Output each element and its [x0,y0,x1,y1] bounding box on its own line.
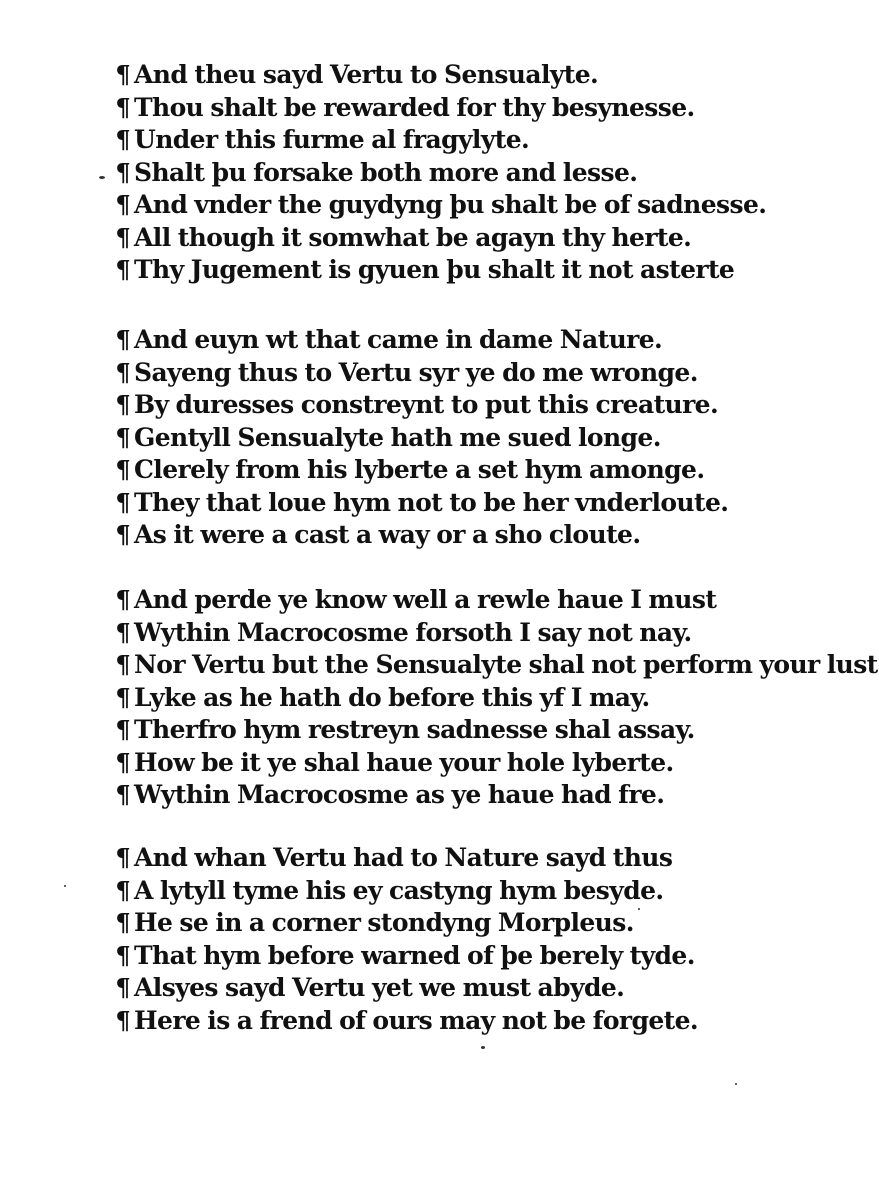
verse-text: Therfro hym restreyn sadnesse shal assay. [134,715,695,744]
verse-line [100,125,766,158]
pilcrow-icon: ¶ [115,190,130,219]
verse-text: How be it ye shal haue your hole lyberte. [134,747,674,777]
ink-speck [99,176,105,179]
verse-text: They that loue hym not to be her vnderloute. [134,487,729,517]
verse-text: He se in a corner stondyng Morpleus. [134,908,634,937]
verse-line [100,255,766,288]
verse-line [100,158,766,191]
stanza-3 [100,585,878,813]
verse-text: That hym before warned of þe berely tyde. [134,940,695,970]
pilcrow-icon: ¶ [115,843,130,872]
pilcrow-icon: ¶ [115,487,130,517]
verse-text: By duresses constreynt to put this creature. [134,390,719,419]
pilcrow-icon: ¶ [115,157,130,187]
stanza-2 [100,325,728,553]
verse-line [100,585,878,618]
ink-speck [638,908,640,910]
pilcrow-icon: ¶ [115,747,130,777]
pilcrow-icon: ¶ [115,357,130,387]
pilcrow-icon: ¶ [115,650,130,679]
verse-text: Clerely from his lyberte a set hym amonge. [134,455,705,484]
pilcrow-icon: ¶ [115,780,130,809]
pilcrow-icon: ¶ [115,255,130,284]
pilcrow-icon: ¶ [115,455,130,484]
pilcrow-icon: ¶ [115,520,130,549]
stanza-4 [100,843,698,1038]
verse-text: Gentyll Sensualyte hath me sued longe. [134,422,661,452]
verse-text: Wythin Macrocosme as ye haue had fre. [134,780,665,809]
pilcrow-icon: ¶ [115,390,130,419]
verse-line [100,325,728,358]
verse-line [100,190,766,223]
pilcrow-icon: ¶ [115,715,130,744]
pilcrow-icon: ¶ [115,875,130,905]
verse-line [100,423,728,456]
verse-line [100,650,878,683]
verse-line [100,973,698,1006]
verse-text: Wythin Macrocosme forsoth I say not nay. [134,617,692,647]
ink-speck [735,1083,737,1085]
verse-line [100,683,878,716]
pilcrow-icon: ¶ [115,325,130,354]
pilcrow-icon: ¶ [115,908,130,937]
verse-text: Under this furme al fragylyte. [134,125,530,154]
verse-line [100,908,698,941]
pilcrow-icon: ¶ [115,92,130,122]
pilcrow-icon: ¶ [115,682,130,712]
verse-text: And vnder the guydyng þu shalt be of sadnesse. [134,190,767,219]
verse-line [100,488,728,521]
verse-line [100,390,728,423]
pilcrow-icon: ¶ [115,973,130,1002]
verse-text: Lyke as he hath do before this yf I may. [134,682,650,712]
verse-text: Thy Jugement is gyuen þu shalt it not asterte [134,255,735,284]
pilcrow-icon: ¶ [115,1005,130,1035]
pilcrow-icon: ¶ [115,222,130,252]
verse-text: A lytyll tyme his ey castyng hym besyde. [134,875,664,905]
ink-speck [481,1046,485,1049]
pilcrow-icon: ¶ [115,617,130,647]
pilcrow-icon: ¶ [115,585,130,614]
verse-text: Here is a frend of ours may not be forgete. [134,1005,699,1035]
verse-line [100,876,698,909]
verse-text: Alsyes sayd Vertu yet we must abyde. [134,973,625,1002]
verse-text: All though it somwhat be agayn thy herte. [134,222,692,252]
ink-speck [64,885,66,887]
verse-line [100,520,728,553]
verse-line [100,780,878,813]
verse-line [100,60,766,93]
verse-line [100,941,698,974]
verse-text: And whan Vertu had to Nature sayd thus [134,843,673,872]
verse-text: Sayeng thus to Vertu syr ye do me wronge. [134,357,698,387]
verse-line [100,715,878,748]
verse-text: And perde ye know well a rewle haue I must [134,585,717,614]
stanza-1 [100,60,766,288]
verse-text: Nor Vertu but the Sensualyte shal not perform your lust [134,650,878,679]
verse-line [100,618,878,651]
pilcrow-icon: ¶ [115,60,130,89]
pilcrow-icon: ¶ [115,940,130,970]
verse-line [100,748,878,781]
verse-line [100,455,728,488]
pilcrow-icon: ¶ [115,125,130,154]
verse-line [100,358,728,391]
verse-line [100,1006,698,1039]
verse-line [100,93,766,126]
pilcrow-icon: ¶ [115,422,130,452]
verse-text: Thou shalt be rewarded for thy besynesse. [134,92,695,122]
verse-text: Shalt þu forsake both more and lesse. [134,157,638,187]
verse-text: And theu sayd Vertu to Sensualyte. [134,60,599,89]
verse-text: As it were a cast a way or a sho cloute. [134,520,641,549]
verse-text: And euyn wt that came in dame Nature. [134,325,663,354]
verse-line [100,843,698,876]
verse-line [100,223,766,256]
